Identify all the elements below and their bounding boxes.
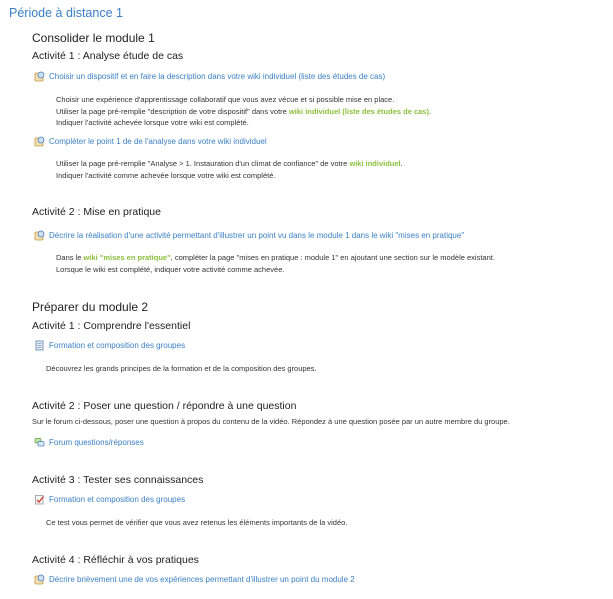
activity-heading: Activité 3 : Tester ses connaissances xyxy=(32,474,204,486)
wiki-icon xyxy=(34,574,45,585)
text: Utiliser la page pré-remplie "description de votre dispositif" dans votre xyxy=(56,106,289,116)
activity-heading: Activité 2 : Mise en pratique xyxy=(32,206,161,218)
link-label: Décrire la réalisation d'une activité permettant d'illustrer un point vu dans le module 1 dans le wiki "mises en pratique" xyxy=(49,231,465,240)
page-icon xyxy=(34,340,45,351)
wiki-icon xyxy=(34,230,45,241)
text: . xyxy=(428,106,432,116)
desc-line xyxy=(56,252,495,264)
desc-line xyxy=(56,158,403,170)
quiz-activity-link[interactable] xyxy=(34,494,185,505)
section-title-preparer: Préparer du module 2 xyxy=(32,300,149,314)
activity-heading: Activité 1 : Comprendre l'essentiel xyxy=(32,320,191,332)
desc-line: Indiquer l'activité comme achevée lorsque votre wiki est complété. xyxy=(56,170,276,180)
activity-intro: Sur le forum ci-dessous, poser une question à propos du contenu de la vidéo. Répondez à une question posée par un autre membre du groupe. xyxy=(32,417,510,426)
text: . xyxy=(400,159,403,168)
link-label: Forum questions/réponses xyxy=(49,438,144,447)
activity-description xyxy=(56,94,431,129)
activity-heading: Activité 1 : Analyse étude de cas xyxy=(32,50,184,62)
wiki-activity-link[interactable] xyxy=(34,136,267,147)
wiki-inline-link[interactable]: wiki individuel (liste des études de cas) xyxy=(288,106,429,116)
link-label: Formation et composition des groupes xyxy=(49,341,186,350)
desc-line xyxy=(56,106,431,118)
activity-description xyxy=(56,158,403,181)
desc-line: Indiquer l'activité achevée lorsque votre wiki est complété. xyxy=(56,118,249,127)
link-label: Formation et composition des groupes xyxy=(49,495,186,504)
text: Dans le xyxy=(56,253,84,262)
wiki-icon xyxy=(34,71,45,82)
page-title: Période à distance 1 xyxy=(9,6,123,20)
activity-description: Ce test vous permet de vérifier que vous avez retenus les éléments importants de la vidéo. xyxy=(46,518,348,527)
activity-heading: Activité 4 : Réfléchir à vos pratiques xyxy=(32,554,199,566)
wiki-activity-link[interactable] xyxy=(34,71,385,82)
quiz-icon xyxy=(34,494,45,505)
forum-icon xyxy=(34,437,45,448)
wiki-inline-link[interactable]: wiki individuel xyxy=(349,159,401,168)
text: , compléter la page "mises en pratique : module 1" en ajoutant une section sur le modèle existant. xyxy=(170,253,495,262)
wiki-inline-link[interactable]: wiki "mises en pratique" xyxy=(83,253,171,262)
wiki-activity-link[interactable] xyxy=(34,230,464,241)
section-title-consolider: Consolider le module 1 xyxy=(32,31,155,45)
link-label: Choisir un dispositif et en faire la description dans votre wiki individuel (liste des études de cas) xyxy=(49,72,386,81)
link-label: Décrire brièvement une de vos expériences permettant d'illustrer un point du module 2 xyxy=(49,575,355,584)
activity-heading: Activité 2 : Poser une question / répondre à une question xyxy=(32,400,297,412)
text: Utiliser la page pré-remplie "Analyse > 1. Instauration d'un climat de confiance" de votre xyxy=(56,159,350,168)
link-label: Compléter le point 1 de de l'analyse dans votre wiki individuel xyxy=(49,137,267,146)
page-activity-link[interactable] xyxy=(34,340,185,351)
wiki-activity-link[interactable] xyxy=(34,574,355,585)
desc-line: Lorsque le wiki est complété, indiquer votre activité comme achevée. xyxy=(56,264,285,274)
forum-activity-link[interactable] xyxy=(34,437,144,448)
wiki-icon xyxy=(34,136,45,147)
activity-description xyxy=(56,252,495,275)
desc-line: Choisir une expérience d'apprentissage collaboratif que vous avez vécue et si possible mise en place. xyxy=(56,95,395,104)
activity-description: Découvrez les grands principes de la formation et de la composition des groupes. xyxy=(46,364,317,373)
